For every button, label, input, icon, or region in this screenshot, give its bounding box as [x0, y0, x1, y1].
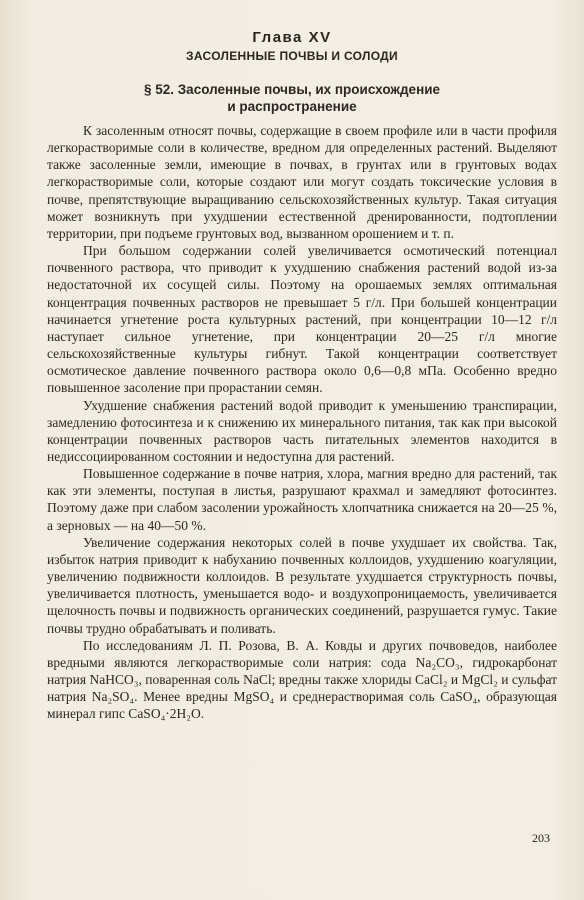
- section-title-line-2: и распространение: [227, 99, 357, 114]
- paragraph-1: К засоленным относят почвы, содержащие в своем профиле или в части профиля легкорастворимые соли в количестве, вредном для определенных растений. Выделяют также засоленные земли, имеющие в почвах, в грунтах или в грунтовых водах легкорастворимые соли, которые создают или могут создать токсические условия в почве, препятствующие выращиванию сельскохозяйственных культур. Такая ситуация может возникнуть при ухудшении естественной дренированности, подтоплении территории, при подъеме грунтовых вод, вызванном орошением и т. п.: [47, 123, 557, 241]
- paragraph-5: Увеличение содержания некоторых солей в почве ухудшает их свойства. Так, избыток натрия приводит к набуханию почвенных коллоидов, ухудшению коагуляции, увеличению подвижности коллоидов. В результате ухудшается структурность почвы, увеличивается плотность, уменьшается водо- и воздухопроницаемость, увеличивается щелочность почвы и подвижность органических соединений, разрушается гумус. Такие почвы трудно обрабатывать и поливать.: [47, 534, 557, 636]
- paragraph-2: При большом содержании солей увеличивается осмотический потенциал почвенного раствора, что приводит к ухудшению снабжения растений водой из-за недостаточной их сосущей силы. Поэтому на орошаемых землях оптимальная концентрация почвенных растворов не превышает 5 г/л. При большей концентрации начинается угнетение роста культурных растений, при концентрации 10—12 г/л наступает сильное угнетение, при концентрации 20—25 г/л многие сельскохозяйственные культуры гибнут. Такой концентрации соответствует осмотическое давление почвенного раствора около 0,6—0,8 мПа. Особенно вредно повышенное засоление при прорастании семян.: [47, 243, 557, 396]
- page-number: 203: [532, 831, 550, 845]
- chapter-subtitle: ЗАСОЛЕННЫЕ ПОЧВЫ И СОЛОДИ: [186, 49, 398, 63]
- chapter-title: Глава XV: [252, 29, 332, 46]
- section-title: [0, 81, 584, 115]
- paragraph-3: Ухудшение снабжения растений водой приводит к уменьшению транспирации, замедлению фотосинтеза и к снижению их минерального питания, так как при высокой концентрации почвенных растворов часть питательных элементов находится в недиссоциированном состоянии и недоступна для растений.: [47, 397, 557, 464]
- body-text: [47, 122, 557, 722]
- paragraph-4: Повышенное содержание в почве натрия, хлора, магния вредно для растений, так как эти элементы, поступая в листья, разрушают крахмал и замедляют фотосинтез. Поэтому даже при слабом засолении урожайность хлопчатника снижается на 20—25 %, а зерновых — на 40—50 %.: [47, 466, 557, 533]
- section-title-line-1: § 52. Засоленные почвы, их происхождение: [143, 82, 441, 97]
- paragraph-6: По исследованиям Л. П. Розова, В. А. Ковды и других почвоведов, наиболее вредными являются легкорастворимые соли натрия: сода Na₂CO₃, гидрокарбонат натрия NaHCO₃, поваренная соль NaCl; вредны также хлориды CaCl₂ и MgCl₂ и сульфат натрия Na₂SO₄. Менее вредны MgSO₄ и среднерастворимая соль CaSO₄, образующая минерал гипс CaSO₄·2H₂O.: [47, 637, 557, 722]
